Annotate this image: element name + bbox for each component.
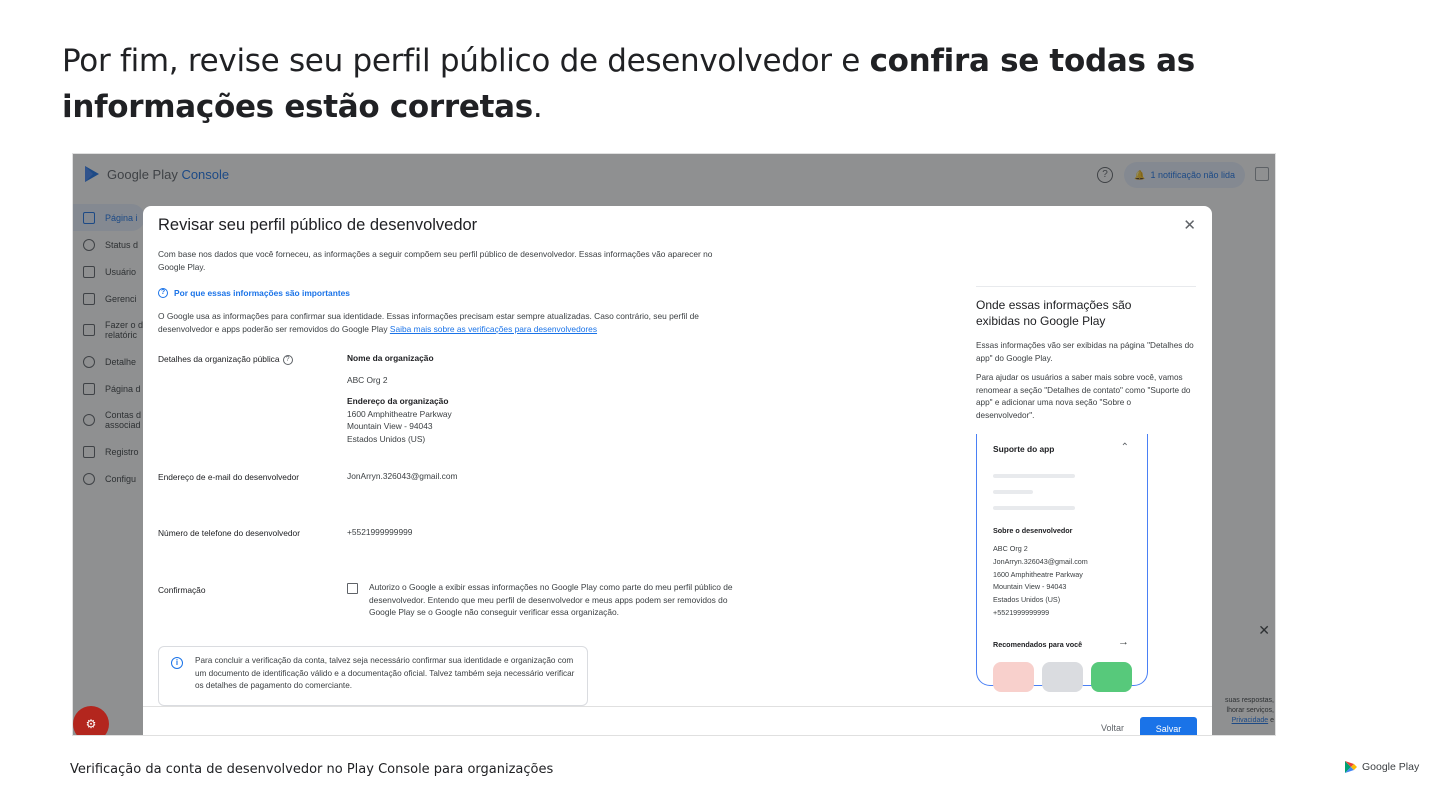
google-play-footer-logo [1344, 760, 1419, 774]
bug-icon: ⚙ [85, 717, 97, 731]
chevron-up-icon: ⌃ [1120, 442, 1129, 453]
dialog-footer [143, 706, 1212, 736]
org-address-label: Endereço da organização [347, 396, 449, 406]
about-line: +5521999999999 [993, 607, 1050, 617]
arrow-right-icon: → [1118, 636, 1129, 648]
info-box [158, 646, 588, 706]
screenshot [72, 153, 1276, 736]
about-lines [993, 543, 1088, 620]
about-line: Mountain View - 94043 [993, 582, 1067, 592]
email-label: Endereço de e-mail do desenvolvedor [158, 472, 300, 482]
slide-title-bold: confira se todas as informações estão corretas [62, 43, 1195, 125]
slide-title-prefix: Por fim, revise seu perfil público de desenvolvedor e [62, 43, 870, 79]
preview-paragraph: Essas informações vão ser exibidas na página "Detalhes do app" do Google Play. [976, 341, 1194, 363]
phone-label: Número de telefone do desenvolvedor [158, 528, 301, 538]
slide-title-suffix: . [532, 89, 543, 125]
review-profile-dialog [143, 206, 1212, 736]
org-name-label: Nome da organização [347, 353, 434, 363]
app-tile [993, 662, 1034, 692]
recommended-title: Recomendados para você [993, 640, 1083, 649]
about-line: ABC Org 2 [993, 544, 1028, 553]
app-tile [1042, 662, 1083, 692]
help-circle-icon: ? [158, 288, 168, 298]
preview-paragraph: Para ajudar os usuários a saber mais sobre você, vamos renomear a seção "Detalhes de contato" como "Suporte do app" e adicionar uma nova seção "Sobre o desenvolvedor". [976, 373, 1191, 420]
confirm-text: Autorizo o Google a exibir essas informações no Google Play como parte do meu perfil público de desenvolvedor. Entendo que meu perfil de desenvolvedor e meus apps podem ser removidos do Google Play se o Google não conseguir verificar essa organização. [369, 582, 733, 617]
placeholder-line [993, 506, 1075, 510]
dialog-title: Revisar seu perfil público de desenvolvedor [158, 216, 478, 234]
org-details-value [347, 352, 452, 445]
divider [976, 286, 1196, 287]
info-text: Para concluir a verificação da conta, talvez seja necessário confirmar sua identidade e organização com um documento de identificação válido e a documentação oficial. Talvez também seja necessário verificar os detalhes de pagamento do comerciante. [195, 656, 575, 690]
about-line: 1600 Amphitheatre Parkway [993, 569, 1083, 579]
why-important-toggle[interactable] [158, 288, 350, 298]
org-address-line: Mountain View - 94043 [347, 421, 433, 431]
why-body [158, 310, 733, 335]
about-line: JonArryn.326043@gmail.com [993, 556, 1088, 566]
phone-value: +5521999999999 [347, 527, 413, 537]
support-title: Suporte do app [993, 444, 1055, 454]
org-details-label [158, 354, 293, 365]
save-button[interactable]: Salvar [1140, 717, 1197, 736]
confirm-checkbox[interactable] [347, 583, 358, 594]
why-title: Por que essas informações são importantes [174, 288, 350, 298]
org-name: ABC Org 2 [347, 374, 388, 385]
info-icon: i [171, 657, 183, 669]
email-value: JonArryn.326043@gmail.com [347, 471, 458, 481]
slide-caption: Verificação da conta de desenvolvedor no Play Console para organizações [70, 762, 554, 777]
org-details-label-text: Detalhes da organização pública [158, 354, 280, 364]
org-address-line: 1600 Amphitheatre Parkway [347, 408, 452, 419]
help-icon[interactable]: ? [283, 355, 293, 365]
placeholder-line [993, 474, 1075, 478]
why-body-text: O Google usa as informações para confirmar sua identidade. Essas informações precisam estar sempre atualizadas. Caso contrário, seu perfil de desenvolvedor e apps poderão ser removidos do Google Play [158, 311, 699, 334]
phone-mockup [976, 434, 1148, 686]
about-line: Estados Unidos (US) [993, 595, 1061, 605]
placeholder-line [993, 490, 1033, 494]
dialog-intro: Com base nos dados que você forneceu, as informações a seguir compõem seu perfil público de desenvolvedor. Essas informações vão aparecer no Google Play. [158, 249, 713, 272]
learn-more-link[interactable]: Saiba mais sobre as verificações para desenvolvedores [389, 323, 598, 334]
play-logo-icon [1344, 760, 1358, 774]
org-address-line: Estados Unidos (US) [347, 433, 426, 444]
app-tile [1091, 662, 1132, 692]
preview-title: Onde essas informações são exibidas no Google Play [976, 298, 1132, 328]
confirm-label: Confirmação [158, 585, 206, 595]
back-button[interactable]: Voltar [1100, 723, 1124, 733]
bug-report-button[interactable] [73, 706, 109, 736]
footer-brand: Google Play [1362, 761, 1420, 773]
close-icon[interactable]: ✕ [1183, 217, 1196, 234]
slide-title [62, 38, 1382, 130]
about-title: Sobre o desenvolvedor [993, 526, 1073, 535]
